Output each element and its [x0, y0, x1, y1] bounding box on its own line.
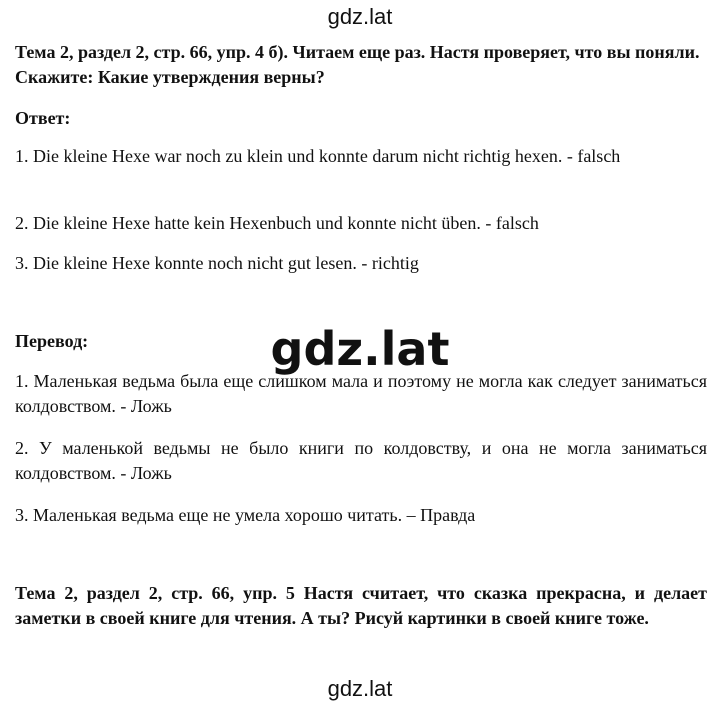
watermark: gdz.lat [270, 322, 450, 376]
answer-item: 3. Die kleine Hexe konnte noch nicht gut lesen. - richtig [15, 253, 419, 273]
task-heading: Тема 2, раздел 2, стр. 66, упр. 4 б). Читаем еще раз. Настя проверяет, что вы поняли. Скажите: Какие утверждения верны? [15, 42, 700, 87]
translation-heading: Перевод: [15, 331, 89, 351]
translation-item: 1. Маленькая ведьма была еще слишком мала и поэтому не могла как следует заниматься колдовством. - Ложь [15, 371, 707, 416]
answer-item: 1. Die kleine Hexe war noch zu klein und konnte darum nicht richtig hexen. - falsch [15, 146, 621, 166]
site-label-top: gdz.lat [327, 4, 393, 29]
site-label-bottom: gdz.lat [327, 676, 393, 701]
answer-heading: Ответ: [15, 108, 71, 128]
translation-item: 2. У маленькой ведьмы не было книги по колдовству, и она не могла заниматься колдовством. - Ложь [15, 438, 707, 483]
next-task-heading: Тема 2, раздел 2, стр. 66, упр. 5 Настя считает, что сказка прекрасна, и делает заметки в своей книге для чтения. А ты? Рисуй картинки в своей книге тоже. [15, 583, 707, 628]
answer-item: 2. Die kleine Hexe hatte kein Hexenbuch und konnte nicht üben. - falsch [15, 213, 539, 233]
translation-item: 3. Маленькая ведьма еще не умела хорошо читать. – Правда [15, 505, 476, 525]
